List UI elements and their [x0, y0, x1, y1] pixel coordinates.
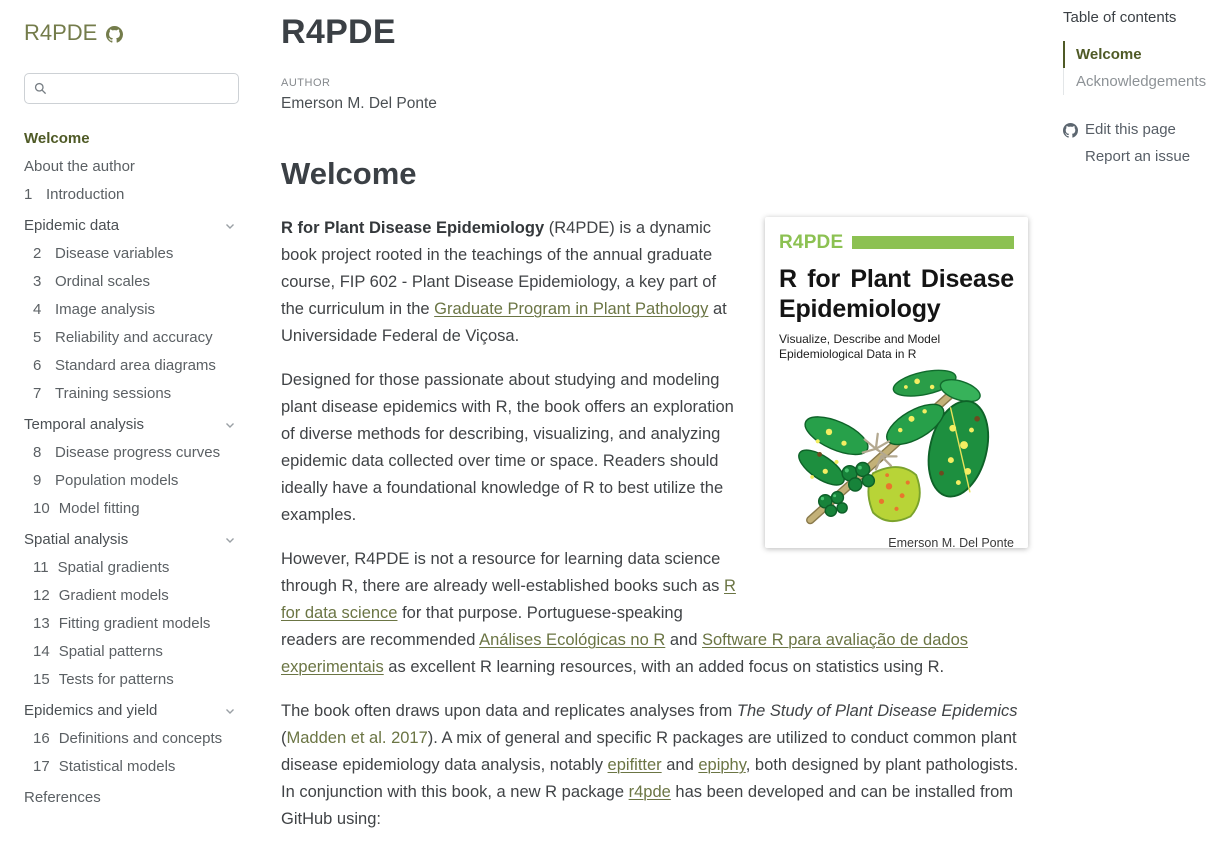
- github-icon: [1063, 123, 1078, 138]
- toc-title: Table of contents: [1063, 9, 1177, 26]
- coffee-branch-illustration: [784, 362, 1009, 530]
- sidebar-section-epidemics-and-yield[interactable]: [24, 702, 239, 720]
- sidebar-item-definitions-and-concepts[interactable]: [24, 730, 239, 748]
- sidebar-item-reliability-and-accuracy[interactable]: [24, 329, 239, 347]
- sidebar-section-temporal-analysis[interactable]: [24, 416, 239, 434]
- sidebar-section-label: Epidemic data: [24, 217, 120, 234]
- link-epiphy[interactable]: epiphy: [698, 756, 746, 774]
- cover-brand-row: [779, 229, 1014, 256]
- author-label: AUTHOR: [281, 77, 331, 89]
- github-icon[interactable]: [106, 26, 123, 43]
- chapter-number: 7: [33, 385, 42, 402]
- sidebar-item-spatial-gradients[interactable]: [24, 559, 239, 577]
- sidebar-section-label: Epidemics and yield: [24, 702, 158, 719]
- sidebar-item-tests-for-patterns[interactable]: [24, 671, 239, 689]
- chapter-number: 3: [33, 273, 42, 290]
- book-cover: [765, 217, 1028, 548]
- main-content: [281, 0, 1028, 850]
- chapter-number: 14: [33, 643, 50, 660]
- sidebar-item-label: Training sessions: [55, 385, 172, 402]
- sidebar-item-label: Ordinal scales: [55, 273, 151, 290]
- sidebar-item-standard-area-diagrams[interactable]: [24, 357, 239, 375]
- toc-actions: [1063, 121, 1220, 166]
- sidebar-item-label: Spatial patterns: [58, 643, 163, 660]
- sidebar: [0, 0, 257, 850]
- page-title: R4PDE: [281, 13, 396, 51]
- sidebar-item-gradient-models[interactable]: [24, 587, 239, 605]
- chapter-number: 8: [33, 444, 42, 461]
- link-r-for-data-science[interactable]: R for data science: [281, 577, 736, 622]
- chapter-number: 9: [33, 472, 42, 489]
- sidebar-item-spatial-patterns[interactable]: [24, 643, 239, 661]
- sidebar-item-label: Introduction: [46, 186, 125, 203]
- chapter-number: 11: [33, 559, 49, 576]
- sidebar-header: [24, 20, 239, 46]
- sidebar-item-fitting-gradient-models[interactable]: [24, 615, 239, 633]
- sidebar-item-label: Welcome: [24, 130, 90, 147]
- search-box[interactable]: [24, 73, 239, 104]
- sidebar-section-label: Temporal analysis: [24, 416, 145, 433]
- sidebar-item-label: Standard area diagrams: [55, 357, 216, 374]
- sidebar-item-label: Definitions and concepts: [58, 730, 223, 747]
- sidebar-item-label: Fitting gradient models: [58, 615, 211, 632]
- sidebar-item-introduction[interactable]: [24, 186, 239, 204]
- sidebar-item-label: Tests for patterns: [58, 671, 174, 688]
- sidebar-item-disease-progress-curves[interactable]: [24, 444, 239, 462]
- chevron-down-icon[interactable]: [224, 419, 236, 431]
- chapter-number: 16: [33, 730, 50, 747]
- sidebar-item-label: Disease progress curves: [55, 444, 221, 461]
- content-body: [281, 215, 1028, 833]
- chapter-number: 12: [33, 587, 50, 604]
- toc-item-welcome[interactable]: Welcome: [1063, 41, 1220, 68]
- sidebar-item-label: Reliability and accuracy: [55, 329, 213, 346]
- bold-book-name: R for Plant Disease Epidemiology: [281, 219, 545, 237]
- sidebar-item-label: Disease variables: [55, 245, 174, 262]
- chapter-number: 6: [33, 357, 42, 374]
- chapter-number: 10: [33, 500, 50, 517]
- sidebar-item-ordinal-scales[interactable]: [24, 273, 239, 291]
- chapter-number: 5: [33, 329, 42, 346]
- italic-book-reference: The Study of Plant Disease Epidemics: [736, 702, 1018, 720]
- chevron-down-icon[interactable]: [224, 705, 236, 717]
- cover-illustration: [779, 362, 1014, 530]
- sidebar-item-label: Spatial gradients: [57, 559, 170, 576]
- link-analises-ecologicas[interactable]: Análises Ecológicas no R: [479, 631, 666, 649]
- book-home-link[interactable]: R4PDE: [24, 20, 98, 45]
- table-of-contents: [1063, 0, 1220, 850]
- cover-title: R for Plant Disease Epidemiology: [779, 265, 1014, 323]
- sidebar-item-references[interactable]: [24, 789, 239, 807]
- paragraph-intro: R for Plant Disease Epidemiology (R4PDE) is a dynamic book project rooted in the teachings of the annual graduate course, FIP 602 - Plant Disease Epidemiology, a key part of the curriculum in the Graduate Program in Plant Pathology at Universidade Federal de Viçosa.: [281, 219, 727, 345]
- paragraph-packages: The book often draws upon data and replicates analyses from The Study of Plant Disease Epidemics (Madden et al. 2017). A mix of general and specific R packages are utilized to conduct common plant disease epidemiology data analysis, notably epifitter and epiphy, both designed by plant pathologists. In conjunction with this book, a new R package r4pde has been developed and can be installed from GitHub using:: [281, 702, 1019, 828]
- chapter-number: 15: [33, 671, 50, 688]
- sidebar-section-label: Spatial analysis: [24, 531, 129, 548]
- sidebar-item-training-sessions[interactable]: [24, 385, 239, 403]
- cover-brand: R4PDE: [779, 232, 844, 253]
- link-r4pde-package[interactable]: r4pde: [628, 783, 671, 801]
- link-software-r[interactable]: Software R para avaliação de dados experimentais: [281, 631, 968, 676]
- chapter-number: 2: [33, 245, 42, 262]
- section-heading-welcome: Welcome: [281, 156, 417, 191]
- sidebar-item-label: Gradient models: [58, 587, 169, 604]
- cover-author: Emerson M. Del Ponte: [888, 536, 1014, 550]
- chapter-number: 17: [33, 758, 50, 775]
- sidebar-item-label: Population models: [55, 472, 179, 489]
- sidebar-section-spatial-analysis[interactable]: [24, 531, 239, 549]
- link-citation-madden[interactable]: Madden et al. 2017: [286, 729, 428, 747]
- edit-this-page-link[interactable]: Edit this page: [1063, 121, 1220, 139]
- search-icon: [34, 82, 47, 95]
- sidebar-item-statistical-models[interactable]: [24, 758, 239, 776]
- sidebar-item-image-analysis[interactable]: [24, 301, 239, 319]
- sidebar-nav: [24, 130, 239, 807]
- chapter-number: 13: [33, 615, 50, 632]
- sidebar-item-label: Statistical models: [58, 758, 176, 775]
- cover-subtitle: Visualize, Describe and Model Epidemiological Data in R: [779, 332, 941, 361]
- search-input[interactable]: [54, 80, 229, 98]
- sidebar-item-label: About the author: [24, 158, 135, 175]
- link-graduate-program[interactable]: Graduate Program in Plant Pathology: [434, 300, 709, 318]
- author-name: Emerson M. Del Ponte: [281, 95, 437, 112]
- link-epifitter[interactable]: epifitter: [607, 756, 662, 774]
- chapter-number: 1: [24, 186, 33, 203]
- paragraph-resources: However, R4PDE is not a resource for learning data science through R, there are already well-established books such as R for data science for that purpose. Portuguese-speaking readers are recommended Análises Ecológicas no R and Software R para avaliação de dados experimentais as excellent R learning resources, with an added focus on statistics using R.: [281, 550, 968, 676]
- paragraph-audience: Designed for those passionate about studying and modeling plant disease epidemics with R, the book offers an exploration of diverse methods for describing, visualizing, and analyzing epidemic data collected over time or space. Readers should ideally have a foundational knowledge of R to best utilize the examples.: [281, 371, 734, 524]
- chevron-down-icon[interactable]: [224, 534, 236, 546]
- chevron-down-icon[interactable]: [224, 220, 236, 232]
- sidebar-item-label: Image analysis: [55, 301, 156, 318]
- sidebar-item-about-the-author[interactable]: [24, 158, 239, 176]
- sidebar-item-welcome[interactable]: [24, 130, 239, 148]
- chapter-number: 4: [33, 301, 42, 318]
- sidebar-item-population-models[interactable]: [24, 472, 239, 490]
- report-an-issue-link[interactable]: Report an issue: [1085, 148, 1191, 165]
- sidebar-item-label: References: [24, 789, 101, 806]
- sidebar-section-epidemic-data[interactable]: [24, 217, 239, 235]
- sidebar-item-disease-variables[interactable]: [24, 245, 239, 263]
- sidebar-item-model-fitting[interactable]: [24, 500, 239, 518]
- cover-brand-bar: [852, 236, 1014, 249]
- toc-item-acknowledgements[interactable]: Acknowledgements: [1063, 68, 1220, 95]
- sidebar-item-label: Model fitting: [58, 500, 140, 517]
